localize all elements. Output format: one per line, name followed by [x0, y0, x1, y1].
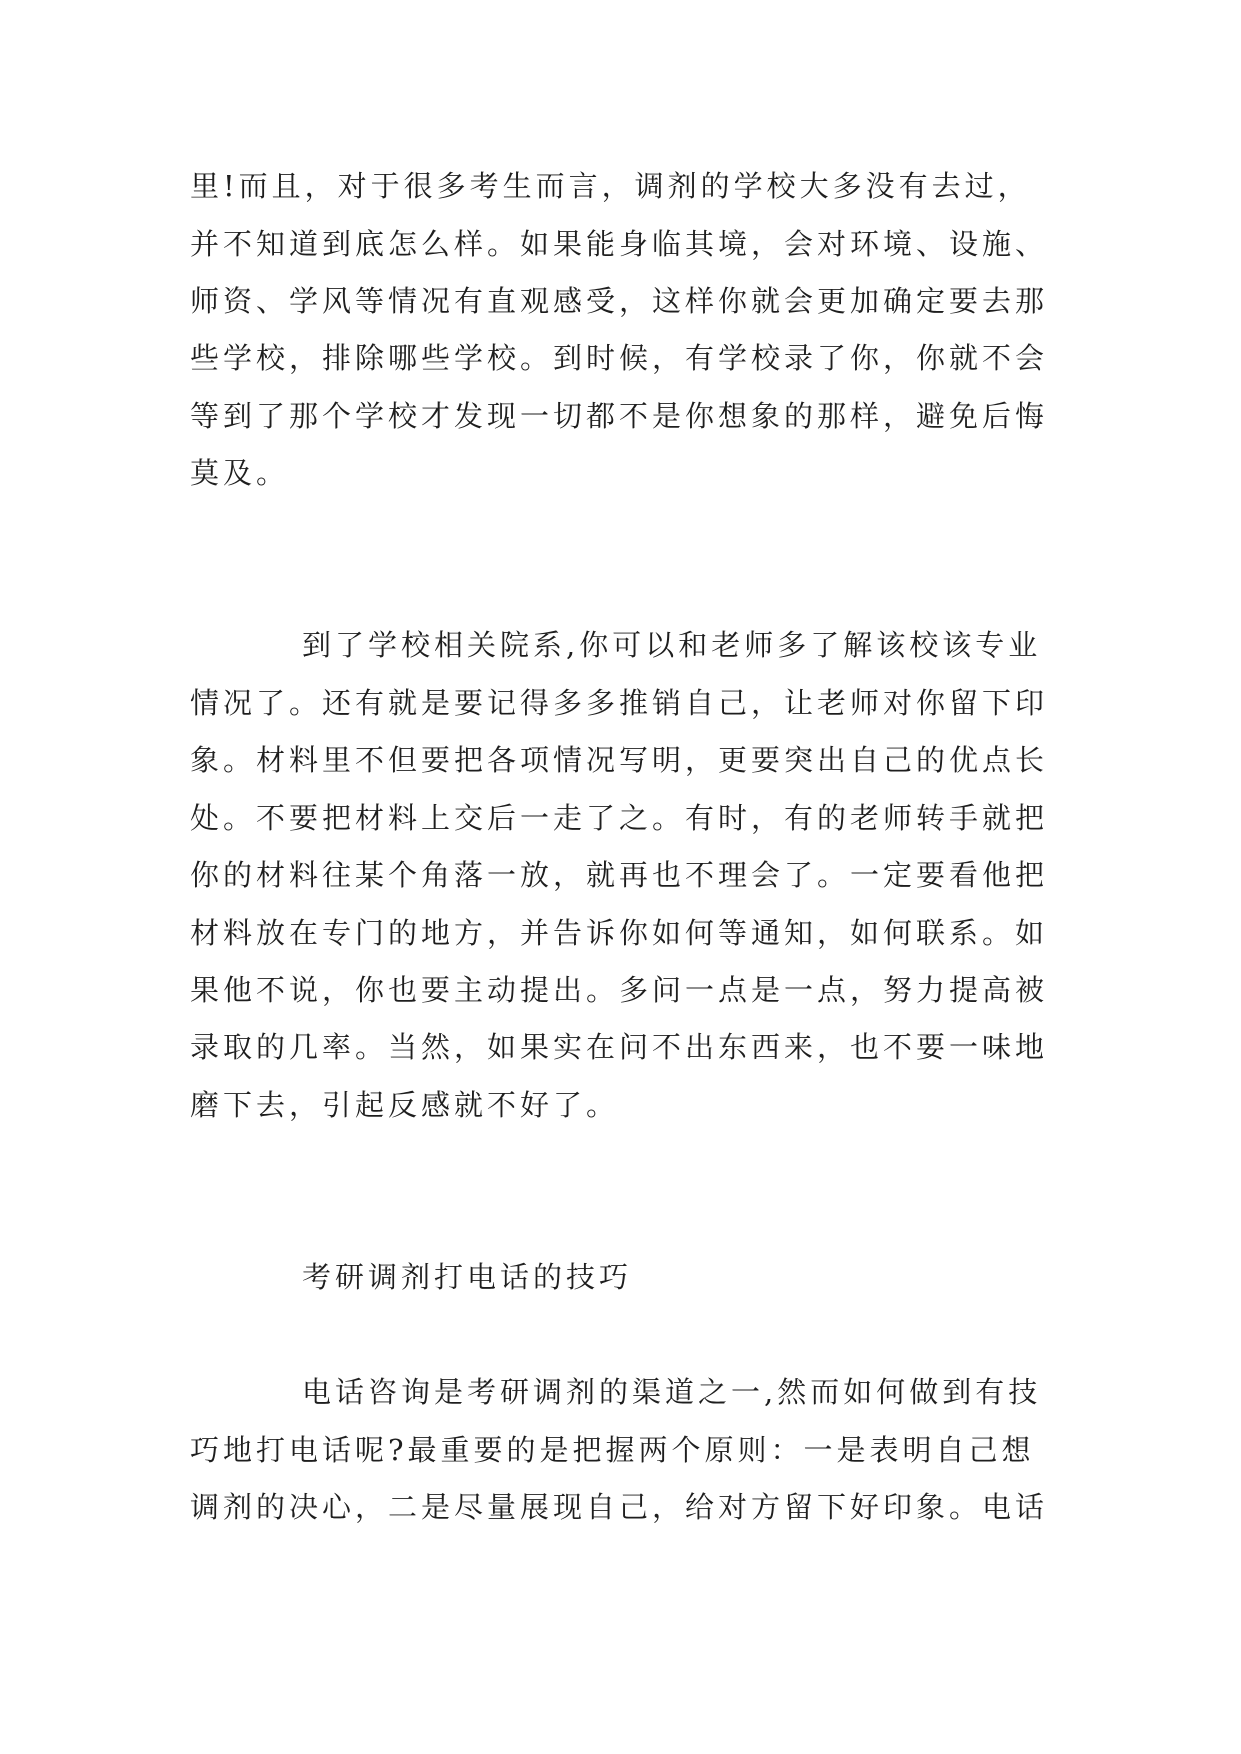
paragraph-line: 情况了。还有就是要记得多多推销自己，让老师对你留下印 — [190, 686, 1049, 720]
paragraph-line: 里!而且，对于很多考生而言，调剂的学校大多没有去过， — [190, 169, 1031, 203]
paragraph-line: 材料放在专门的地方，并告诉你如何等通知，如何联系。如 — [190, 916, 1049, 950]
section-heading: 考研调剂打电话的技巧 — [302, 1260, 633, 1294]
paragraph-line: 师资、学风等情况有直观感受，这样你就会更加确定要去那 — [190, 284, 1049, 318]
paragraph-line: 处。不要把材料上交后一走了之。有时，有的老师转手就把 — [190, 801, 1049, 835]
paragraph-line: 调剂的决心，二是尽量展现自己，给对方留下好印象。电话 — [190, 1490, 1049, 1524]
paragraph-line: 到了学校相关院系,你可以和老师多了解该校该专业 — [302, 628, 1042, 662]
paragraph-line: 录取的几率。当然，如果实在问不出东西来，也不要一味地 — [190, 1030, 1049, 1064]
paragraph-line: 象。材料里不但要把各项情况写明，更要突出自己的优点长 — [190, 743, 1049, 777]
paragraph-line: 些学校，排除哪些学校。到时候，有学校录了你，你就不会 — [190, 341, 1049, 375]
paragraph-line: 等到了那个学校才发现一切都不是你想象的那样，避免后悔 — [190, 399, 1049, 433]
paragraph-line: 磨下去，引起反感就不好了。 — [190, 1088, 620, 1122]
paragraph-line: 巧地打电话呢?最重要的是把握两个原则：一是表明自己想 — [190, 1433, 1035, 1467]
paragraph-line: 你的材料往某个角落一放，就再也不理会了。一定要看他把 — [190, 858, 1049, 892]
paragraph-line: 果他不说，你也要主动提出。多问一点是一点，努力提高被 — [190, 973, 1049, 1007]
paragraph-line: 莫及。 — [190, 456, 290, 490]
paragraph-line: 并不知道到底怎么样。如果能身临其境，会对环境、设施、 — [190, 227, 1049, 261]
paragraph-line: 电话咨询是考研调剂的渠道之一,然而如何做到有技 — [302, 1375, 1042, 1409]
